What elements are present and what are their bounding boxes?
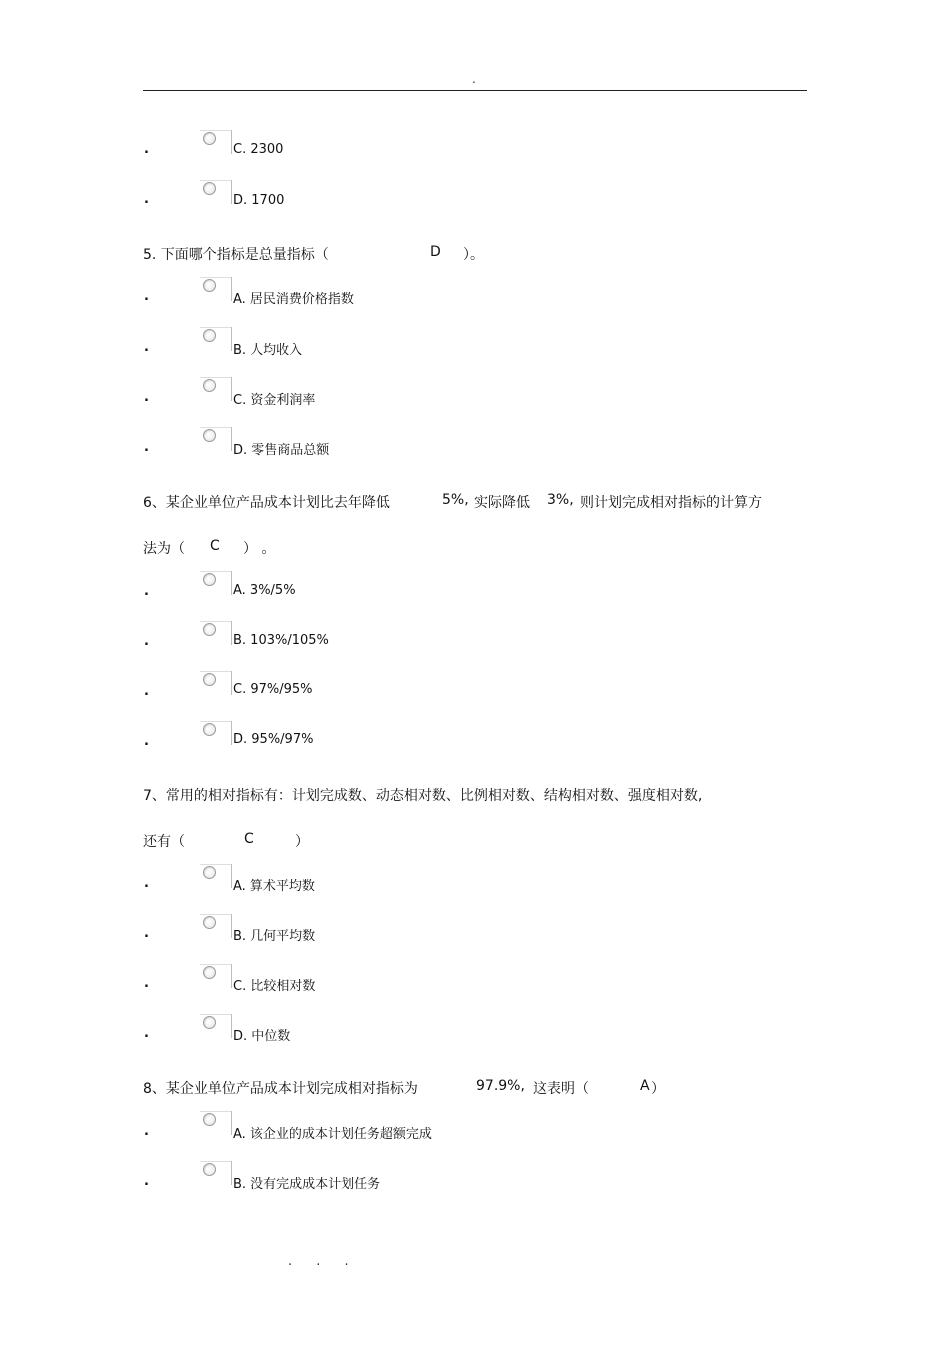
row-marker: .: [144, 876, 149, 891]
question-8-text-b: 这表明（: [533, 1081, 589, 1097]
radio-circle-icon: [203, 673, 216, 686]
option-label: A. 该企业的成本计划任务超额完成: [233, 1127, 432, 1142]
radio-circle-icon: [203, 132, 216, 145]
question-8-answer: A: [640, 1078, 650, 1094]
row-marker: .: [144, 440, 149, 455]
question-5-answer: D: [430, 244, 441, 260]
radio-circle-icon: [203, 182, 216, 195]
row-marker: .: [144, 584, 149, 599]
radio-circle-icon: [203, 429, 216, 442]
option-label: C. 资金利润率: [233, 393, 316, 408]
radio-button[interactable]: [200, 721, 231, 745]
radio-circle-icon: [203, 1016, 216, 1029]
radio-button[interactable]: [200, 964, 231, 988]
question-7-close: ）: [295, 834, 309, 850]
row-marker: .: [144, 684, 149, 699]
radio-button[interactable]: [200, 914, 231, 938]
option-label: A. 算术平均数: [233, 879, 315, 894]
radio-button[interactable]: [200, 621, 231, 645]
option-label: D. 中位数: [233, 1029, 291, 1044]
question-8-text: 8、某企业单位产品成本计划完成相对指标为: [143, 1081, 418, 1097]
option-label: D. 零售商品总额: [233, 443, 330, 458]
question-7-line2: 还有（: [143, 834, 185, 850]
row-marker: .: [144, 192, 149, 207]
header-rule: [143, 90, 807, 91]
radio-circle-icon: [203, 866, 216, 879]
radio-button[interactable]: [200, 377, 231, 401]
option-label: A. 3%/5%: [233, 583, 296, 598]
radio-button[interactable]: [200, 180, 231, 204]
row-marker: .: [144, 390, 149, 405]
option-label: B. 人均收入: [233, 343, 303, 358]
question-7-answer: C: [244, 831, 254, 847]
row-marker: .: [144, 1174, 149, 1189]
question-8-value: 97.9%,: [476, 1078, 525, 1094]
option-label: B. 103%/105%: [233, 633, 329, 648]
question-6-text-actual: 实际降低: [474, 495, 530, 511]
question-6-text-end: 则计划完成相对指标的计算方: [580, 495, 762, 511]
radio-circle-icon: [203, 966, 216, 979]
option-label: A. 居民消费价格指数: [233, 292, 354, 307]
question-5-close: ）。: [463, 247, 484, 263]
row-marker: .: [144, 1026, 149, 1041]
radio-button[interactable]: [200, 277, 231, 301]
question-7-text: 7、常用的相对指标有：计划完成数、动态相对数、比例相对数、结构相对数、强度相对数,: [143, 788, 703, 804]
radio-circle-icon: [203, 1163, 216, 1176]
footer-mark: . . .: [288, 1254, 359, 1269]
question-6-percent-planned: 5%,: [442, 492, 469, 508]
row-marker: .: [144, 734, 149, 749]
option-label: B. 没有完成成本计划任务: [233, 1177, 381, 1192]
radio-button[interactable]: [200, 864, 231, 888]
radio-circle-icon: [203, 279, 216, 292]
row-marker: .: [144, 634, 149, 649]
question-5-text: 5. 下面哪个指标是总量指标（: [143, 247, 329, 263]
row-marker: .: [144, 289, 149, 304]
question-6-line2: 法为（: [143, 541, 185, 557]
radio-button[interactable]: [200, 427, 231, 451]
row-marker: .: [144, 142, 149, 157]
row-marker: .: [144, 926, 149, 941]
question-6-close: ） 。: [243, 541, 276, 557]
radio-button[interactable]: [200, 671, 231, 695]
question-6-answer: C: [210, 538, 220, 554]
row-marker: .: [144, 340, 149, 355]
option-label: C. 2300: [233, 142, 284, 157]
radio-circle-icon: [203, 573, 216, 586]
option-label: B. 几何平均数: [233, 929, 316, 944]
radio-circle-icon: [203, 1113, 216, 1126]
row-marker: .: [144, 1124, 149, 1139]
option-label: D. 95%/97%: [233, 732, 314, 747]
radio-circle-icon: [203, 623, 216, 636]
question-8-close: ）: [651, 1081, 665, 1097]
radio-button[interactable]: [200, 1161, 231, 1185]
option-label: D. 1700: [233, 193, 285, 208]
row-marker: .: [144, 976, 149, 991]
radio-circle-icon: [203, 379, 216, 392]
radio-button[interactable]: [200, 327, 231, 351]
header-mark: .: [472, 72, 476, 86]
option-label: C. 比较相对数: [233, 979, 316, 994]
question-6-text: 6、某企业单位产品成本计划比去年降低: [143, 495, 390, 511]
radio-button[interactable]: [200, 1111, 231, 1135]
question-6-percent-actual: 3%,: [547, 492, 574, 508]
option-label: C. 97%/95%: [233, 682, 313, 697]
radio-button[interactable]: [200, 571, 231, 595]
radio-circle-icon: [203, 916, 216, 929]
radio-circle-icon: [203, 723, 216, 736]
radio-button[interactable]: [200, 130, 231, 154]
radio-button[interactable]: [200, 1014, 231, 1038]
radio-circle-icon: [203, 329, 216, 342]
